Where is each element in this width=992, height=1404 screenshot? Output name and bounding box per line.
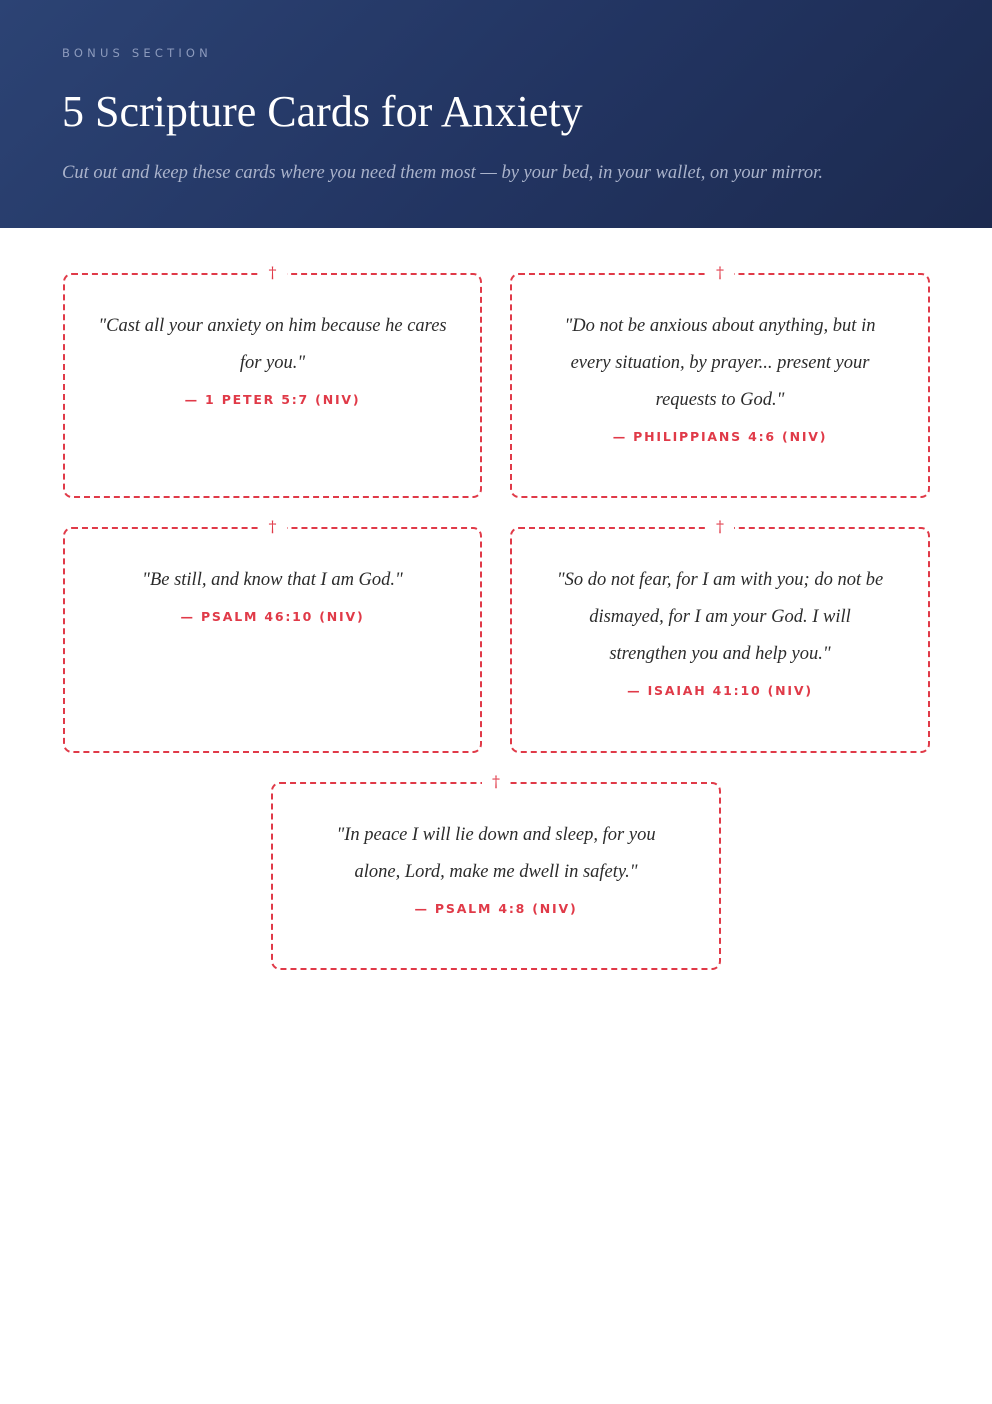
scripture-card — [510, 263, 930, 498]
scripture-reference: — 1 PETER 5:7 (NIV) — [184, 392, 361, 407]
scripture-card — [63, 263, 482, 498]
scripture-reference: — PSALM 4:8 (NIV) — [414, 901, 578, 916]
scripture-card — [510, 517, 930, 753]
page-subtitle: Cut out and keep these cards where you need them most — by your bed, in your wallet, on your mirror. — [62, 163, 823, 183]
cross-icon: † — [259, 263, 287, 283]
cross-icon: † — [259, 517, 287, 537]
scripture-reference: — ISAIAH 41:10 (NIV) — [627, 683, 813, 698]
scripture-quote: "Cast all your anxiety on him because he cares for you." — [98, 316, 447, 373]
scripture-quote: "So do not fear, for I am with you; do not be dismayed, for I am your God. I will strengthen you and help you." — [556, 570, 884, 664]
scripture-quote: "Do not be anxious about anything, but in every situation, by prayer... present your requests to God." — [564, 316, 876, 410]
cross-icon: † — [706, 517, 734, 537]
scripture-quote: "Be still, and know that I am God." — [142, 570, 403, 590]
cross-icon: † — [482, 772, 510, 792]
cross-icon: † — [706, 263, 734, 283]
section-eyebrow: BONUS SECTION — [62, 46, 212, 60]
page-header — [0, 0, 992, 228]
scripture-card — [271, 772, 721, 970]
scripture-reference: — PSALM 46:10 (NIV) — [180, 609, 365, 624]
page-title: 5 Scripture Cards for Anxiety — [62, 87, 583, 136]
scripture-quote: "In peace I will lie down and sleep, for you alone, Lord, make me dwell in safety." — [336, 825, 656, 882]
scripture-reference: — PHILIPPIANS 4:6 (NIV) — [612, 429, 828, 444]
scripture-card — [63, 517, 482, 753]
